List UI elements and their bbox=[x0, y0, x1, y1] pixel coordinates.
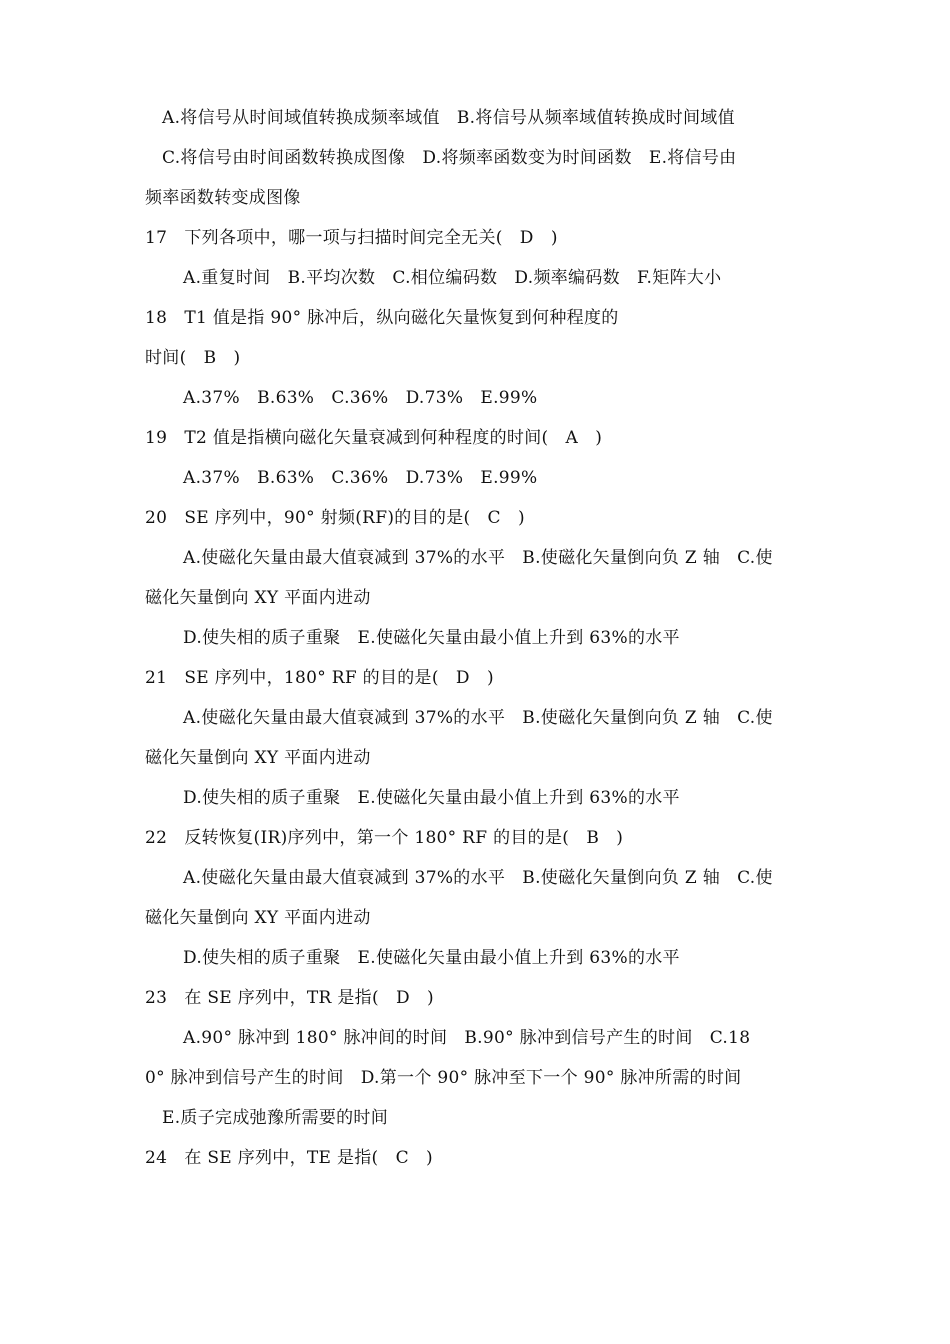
option-continuation: 磁化矢量倒向 XY 平面内进动 bbox=[145, 588, 371, 608]
option-continuation: 磁化矢量倒向 XY 平面内进动 bbox=[145, 748, 371, 768]
option-continuation: 0° 脉冲到信号产生的时间 D.第一个 90° 脉冲至下一个 90° 脉冲所需的时间 bbox=[145, 1068, 742, 1088]
option-line: E.质子完成弛豫所需要的时间 bbox=[162, 1108, 389, 1128]
option-line: A.将信号从时间域值转换成频率域值 B.将信号从频率域值转换成时间域值 bbox=[162, 108, 735, 128]
option-continuation: 频率函数转变成图像 bbox=[145, 188, 301, 208]
option-continuation: 磁化矢量倒向 XY 平面内进动 bbox=[145, 908, 371, 928]
option-line: C.将信号由时间函数转换成图像 D.将频率函数变为时间函数 E.将信号由 bbox=[162, 148, 737, 168]
option-line: A.37% B.63% C.36% D.73% E.99% bbox=[183, 468, 538, 488]
option-line: A.使磁化矢量由最大值衰减到 37%的水平 B.使磁化矢量倒向负 Z 轴 C.使 bbox=[183, 868, 773, 888]
option-line: D.使失相的质子重聚 E.使磁化矢量由最小值上升到 63%的水平 bbox=[183, 788, 680, 808]
question-21: 21 SE 序列中，180° RF 的目的是( D ) bbox=[145, 668, 494, 688]
option-line: A.37% B.63% C.36% D.73% E.99% bbox=[183, 388, 538, 408]
question-17: 17 下列各项中，哪一项与扫描时间完全无关( D ) bbox=[145, 228, 558, 248]
option-line: A.使磁化矢量由最大值衰减到 37%的水平 B.使磁化矢量倒向负 Z 轴 C.使 bbox=[183, 708, 773, 728]
option-line: D.使失相的质子重聚 E.使磁化矢量由最小值上升到 63%的水平 bbox=[183, 628, 680, 648]
option-line: A.使磁化矢量由最大值衰减到 37%的水平 B.使磁化矢量倒向负 Z 轴 C.使 bbox=[183, 548, 773, 568]
option-line: A.重复时间 B.平均次数 C.相位编码数 D.频率编码数 F.矩阵大小 bbox=[183, 268, 722, 288]
question-24: 24 在 SE 序列中，TE 是指( C ) bbox=[145, 1148, 433, 1168]
question-18-continuation: 时间( B ) bbox=[145, 348, 241, 368]
question-20: 20 SE 序列中，90° 射频(RF)的目的是( C ) bbox=[145, 508, 525, 528]
question-19: 19 T2 值是指横向磁化矢量衰减到何种程度的时间( A ) bbox=[145, 428, 603, 448]
option-line: A.90° 脉冲到 180° 脉冲间的时间 B.90° 脉冲到信号产生的时间 C.18 bbox=[183, 1028, 751, 1048]
question-23: 23 在 SE 序列中，TR 是指( D ) bbox=[145, 988, 434, 1008]
question-18: 18 T1 值是指 90° 脉冲后，纵向磁化矢量恢复到何种程度的 bbox=[145, 308, 619, 328]
option-line: D.使失相的质子重聚 E.使磁化矢量由最小值上升到 63%的水平 bbox=[183, 948, 680, 968]
question-22: 22 反转恢复(IR)序列中，第一个 180° RF 的目的是( B ) bbox=[145, 828, 624, 848]
